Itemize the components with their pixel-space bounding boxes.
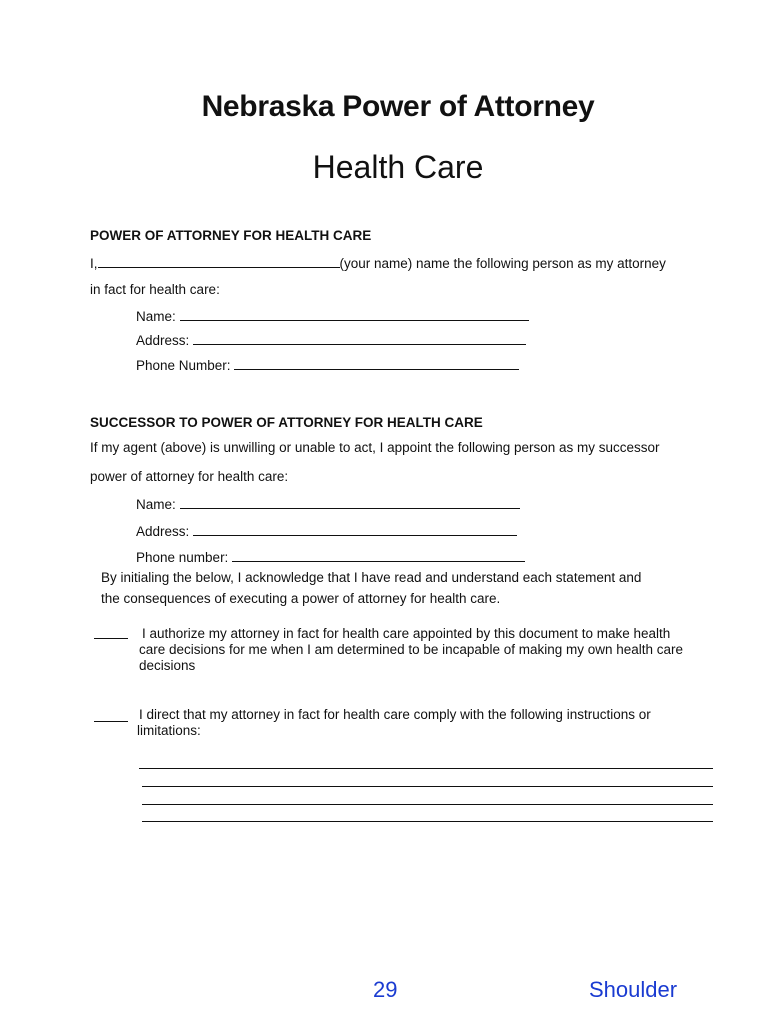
document-title: Nebraska Power of Attorney [201,90,595,123]
statement1-line3: decisions [139,658,196,673]
statement2-initials-field[interactable] [94,721,128,722]
section1-intro-line2: in fact for health care: [90,282,220,297]
agent-address-row [136,332,526,348]
successor-phone-field[interactable] [232,549,525,562]
section1-heading: POWER OF ATTORNEY FOR HEALTH CARE [90,228,372,243]
instructions-line-1[interactable] [139,768,713,769]
successor-phone-label: Phone number: [136,550,229,565]
statement1-line1: I authorize my attorney in fact for health care appointed by this document to make health [142,626,671,641]
section1-intro-line1 [90,255,666,271]
successor-name-field[interactable] [180,496,520,509]
statement2-line2: limitations: [137,723,201,738]
document-subtitle: Health Care [312,149,484,185]
successor-name-row [136,496,520,512]
instructions-line-2[interactable] [142,786,713,787]
agent-name-label: Name: [136,309,176,324]
section2-heading: SUCCESSOR TO POWER OF ATTORNEY FOR HEALTH CARE [90,415,483,430]
successor-address-row [136,523,517,539]
section2-intro-line1: If my agent (above) is unwilling or unable to act, I appoint the following person as my successor [90,440,660,455]
successor-address-label: Address: [136,524,190,539]
page-number: 29 [373,977,398,1002]
agent-phone-field[interactable] [234,357,519,370]
agent-address-field[interactable] [193,332,526,345]
acknowledgement-line1: By initialing the below, I acknowledge that I have read and understand each statement and [101,570,642,585]
agent-name-row [136,308,529,324]
statement1-line2: care decisions for me when I am determined to be incapable of making my own health care [139,642,684,657]
section2-intro-line2: power of attorney for health care: [90,469,289,484]
instructions-line-3[interactable] [142,804,713,805]
acknowledgement-line2: the consequences of executing a power of attorney for health care. [101,591,501,606]
agent-phone-label: Phone Number: [136,358,231,373]
successor-phone-row [136,549,525,565]
section1-intro-suffix: (your name) name the following person as my attorney [339,256,666,271]
successor-name-label: Name: [136,497,176,512]
footer-label: Shoulder [589,977,678,1002]
successor-address-field[interactable] [193,523,517,536]
statement1-initials-field[interactable] [94,638,128,639]
instructions-line-4[interactable] [142,821,713,822]
section1-intro-prefix: I, [90,256,98,271]
agent-phone-row [136,357,519,373]
statement2-line1: I direct that my attorney in fact for health care comply with the following instructions or [139,707,651,722]
agent-address-label: Address: [136,333,190,348]
agent-name-field[interactable] [180,308,529,321]
your-name-field[interactable] [98,255,340,268]
